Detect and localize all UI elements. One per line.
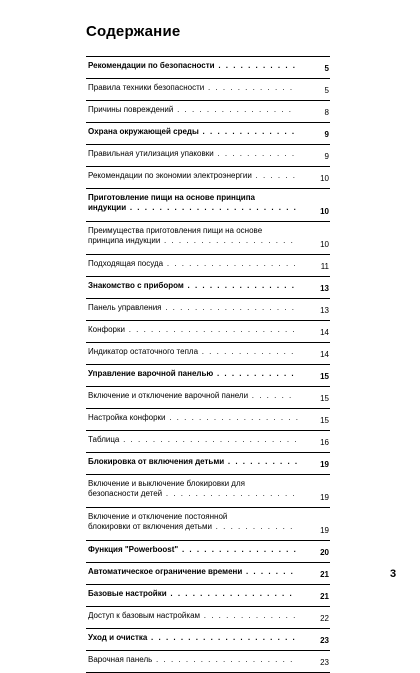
toc-entry-text xyxy=(88,369,330,379)
toc-leader-dots: . . . . . . . . . . xyxy=(224,457,299,466)
toc-entry xyxy=(86,255,330,277)
toc-entry-text xyxy=(88,281,330,291)
toc-leader-dots: . . . . . . . . . . . . . xyxy=(200,611,297,620)
toc-leader-dots: . . . . . . . . . . . . . . . . . . . xyxy=(152,655,294,664)
toc-entry xyxy=(86,387,330,409)
page-title: Содержание xyxy=(86,23,181,40)
toc-leader-dots: . . . . . . . . . . . . . . . . . . xyxy=(161,303,296,312)
toc-entry-label: Включение и отключение постоянной блокировки от включения детьми xyxy=(88,512,228,531)
toc-entry xyxy=(86,365,330,387)
toc-leader-dots: . . . . . . . . . . . . . . . . . . . . xyxy=(147,633,297,642)
toc-entry-label: Знакомство с прибором xyxy=(88,281,184,290)
toc-leader-dots: . . . . . . . . . . . xyxy=(213,149,296,158)
toc-entry-page: 23 xyxy=(320,658,329,667)
toc-leader-dots: . . . . . . . . . . . . . . . . xyxy=(173,105,293,114)
toc-leader-dots: . . . . . . . . . . . . . . . . . . xyxy=(163,259,298,268)
table-of-contents xyxy=(86,56,330,673)
toc-entry xyxy=(86,508,330,541)
toc-entry xyxy=(86,321,330,343)
toc-entry-label: Приготовление пищи на основе принципа индукции xyxy=(88,193,255,212)
toc-leader-dots: . . . . . . . . . . . . . xyxy=(198,127,296,136)
toc-entry-page: 20 xyxy=(320,548,329,557)
toc-entry-label: Настройка конфорки xyxy=(88,413,166,422)
page-number: 3 xyxy=(390,568,397,580)
toc-entry-label: Подходящая посуда xyxy=(88,259,164,268)
toc-leader-dots: . . . . . . . . . . . . . . . . . . . . . . . xyxy=(126,203,298,212)
toc-leader-dots: . . . . . . . . . . . . . . . . . . . . . . . xyxy=(124,325,297,334)
toc-entry-text xyxy=(88,633,330,643)
toc-leader-dots: . . . . . . . . . . . xyxy=(213,369,296,378)
toc-entry xyxy=(86,563,330,585)
toc-entry-text xyxy=(88,347,330,357)
toc-entry-text xyxy=(88,149,330,159)
toc-entry-page: 13 xyxy=(320,306,329,315)
toc-entry xyxy=(86,79,330,101)
toc-entry-label: Включение и отключение варочной панели xyxy=(88,391,249,400)
toc-leader-dots: . . . . . . . . . . . . . . . . . . . . . . . . xyxy=(119,435,299,444)
toc-entry xyxy=(86,57,330,79)
toc-entry-text xyxy=(88,193,330,213)
toc-entry xyxy=(86,585,330,607)
toc-entry-label: Рекомендации по экономии электроэнергии xyxy=(88,171,252,180)
toc-entry-label: Автоматическое ограничение времени xyxy=(88,567,243,576)
toc-entry-page: 5 xyxy=(324,64,329,73)
toc-entry-page: 5 xyxy=(324,86,329,95)
toc-entry-label: Включение и выключение блокировки для безопасности детей xyxy=(88,479,245,498)
toc-entry-text xyxy=(88,391,330,401)
toc-entry-page: 21 xyxy=(320,592,329,601)
toc-entry-page: 8 xyxy=(324,108,329,117)
toc-entry-page: 15 xyxy=(320,394,329,403)
toc-leader-dots: . . . . . . . . . . . . . . . . . xyxy=(166,589,294,598)
toc-entry-label: Уход и очистка xyxy=(88,633,148,642)
toc-entry-page: 22 xyxy=(320,614,329,623)
toc-entry-page: 10 xyxy=(320,207,329,216)
toc-entry-page: 11 xyxy=(320,262,329,271)
toc-entry-page: 9 xyxy=(324,152,329,161)
toc-entry-page: 19 xyxy=(320,526,329,535)
toc-entry-label: Базовые настройки xyxy=(88,589,167,598)
toc-entry-text xyxy=(88,127,330,137)
toc-entry xyxy=(86,607,330,629)
toc-entry-page: 23 xyxy=(320,636,329,645)
toc-entry-label: Причины повреждений xyxy=(88,105,174,114)
toc-entry-label: Охрана окружающей среды xyxy=(88,127,199,136)
toc-entry xyxy=(86,101,330,123)
toc-entry-text xyxy=(88,567,330,577)
toc-leader-dots: . . . . . . xyxy=(251,171,297,180)
toc-entry xyxy=(86,475,330,508)
toc-entry-text xyxy=(88,457,330,467)
toc-entry xyxy=(86,145,330,167)
toc-entry-text xyxy=(88,611,330,621)
toc-entry-label: Рекомендации по безопасности xyxy=(88,61,215,70)
toc-leader-dots: . . . . . . . . . . . . . . . . xyxy=(178,545,298,554)
toc-entry-label: Блокировка от включения детьми xyxy=(88,457,225,466)
toc-entry xyxy=(86,189,330,222)
toc-entry-text xyxy=(88,61,330,71)
toc-entry-label: Правила техники безопасности xyxy=(88,83,205,92)
toc-entry-text xyxy=(88,512,330,532)
toc-entry xyxy=(86,651,330,673)
toc-entry-label: Преимущества приготовления пищи на основе принципа индукции xyxy=(88,226,263,245)
toc-entry xyxy=(86,277,330,299)
toc-entry-text xyxy=(88,545,330,555)
toc-entry xyxy=(86,167,330,189)
toc-leader-dots: . . . . . . . . . . . . xyxy=(204,83,294,92)
toc-entry xyxy=(86,222,330,255)
toc-entry xyxy=(86,123,330,145)
toc-entry-page: 9 xyxy=(324,130,329,139)
toc-entry-page: 13 xyxy=(320,284,329,293)
toc-entry-page: 21 xyxy=(320,570,329,579)
toc-entry-text xyxy=(88,479,330,499)
toc-entry-label: Таблица xyxy=(88,435,120,444)
toc-entry-text xyxy=(88,226,330,246)
toc-entry xyxy=(86,541,330,563)
toc-leader-dots: . . . . . . . . . . . . . . . . . . xyxy=(162,489,297,498)
toc-entry-text xyxy=(88,259,330,269)
toc-entry-text xyxy=(88,303,330,313)
toc-entry-label: Варочная панель xyxy=(88,655,153,664)
toc-leader-dots: . . . . . . . xyxy=(242,567,295,576)
toc-entry xyxy=(86,409,330,431)
toc-entry-text xyxy=(88,435,330,445)
toc-entry-page: 10 xyxy=(320,174,329,183)
toc-entry-text xyxy=(88,589,330,599)
toc-entry-text xyxy=(88,413,330,423)
toc-leader-dots: . . . . . . . . . . . . . . . xyxy=(183,281,296,290)
toc-entry xyxy=(86,299,330,321)
toc-leader-dots: . . . . . . . . . . . xyxy=(211,522,294,531)
toc-entry-text xyxy=(88,655,330,665)
toc-leader-dots: . . . . . . . . . . . . . . . . . . xyxy=(165,413,300,422)
toc-entry-page: 14 xyxy=(320,328,329,337)
toc-entry-label: Индикатор остаточного тепла xyxy=(88,347,199,356)
toc-entry xyxy=(86,343,330,365)
toc-entry-label: Управление варочной панелью xyxy=(88,369,214,378)
toc-entry-label: Правильная утилизация упаковки xyxy=(88,149,214,158)
toc-leader-dots: . . . . . . . . . . . . . . . . . . xyxy=(160,236,295,245)
toc-leader-dots: . . . . . . . . . . . . . xyxy=(198,347,295,356)
toc-entry-text xyxy=(88,325,330,335)
toc-entry-text xyxy=(88,83,330,93)
toc-entry-page: 19 xyxy=(320,460,329,469)
toc-entry-page: 14 xyxy=(320,350,329,359)
toc-leader-dots: . . . . . . . . . . . xyxy=(214,61,297,70)
toc-entry-label: Панель управления xyxy=(88,303,162,312)
toc-entry-label: Доступ к базовым настройкам xyxy=(88,611,201,620)
toc-entry-text xyxy=(88,105,330,115)
toc-entry-text xyxy=(88,171,330,181)
toc-entry-page: 19 xyxy=(320,493,329,502)
toc-entry-page: 10 xyxy=(320,240,329,249)
toc-entry-page: 16 xyxy=(320,438,329,447)
toc-entry-label: Конфорки xyxy=(88,325,125,334)
toc-entry-label: Функция "Powerboost" xyxy=(88,545,179,554)
toc-leader-dots: . . . . . . xyxy=(248,391,293,400)
toc-entry xyxy=(86,431,330,453)
toc-entry xyxy=(86,453,330,475)
toc-entry-page: 15 xyxy=(320,416,329,425)
toc-entry xyxy=(86,629,330,651)
toc-entry-page: 15 xyxy=(320,372,329,381)
